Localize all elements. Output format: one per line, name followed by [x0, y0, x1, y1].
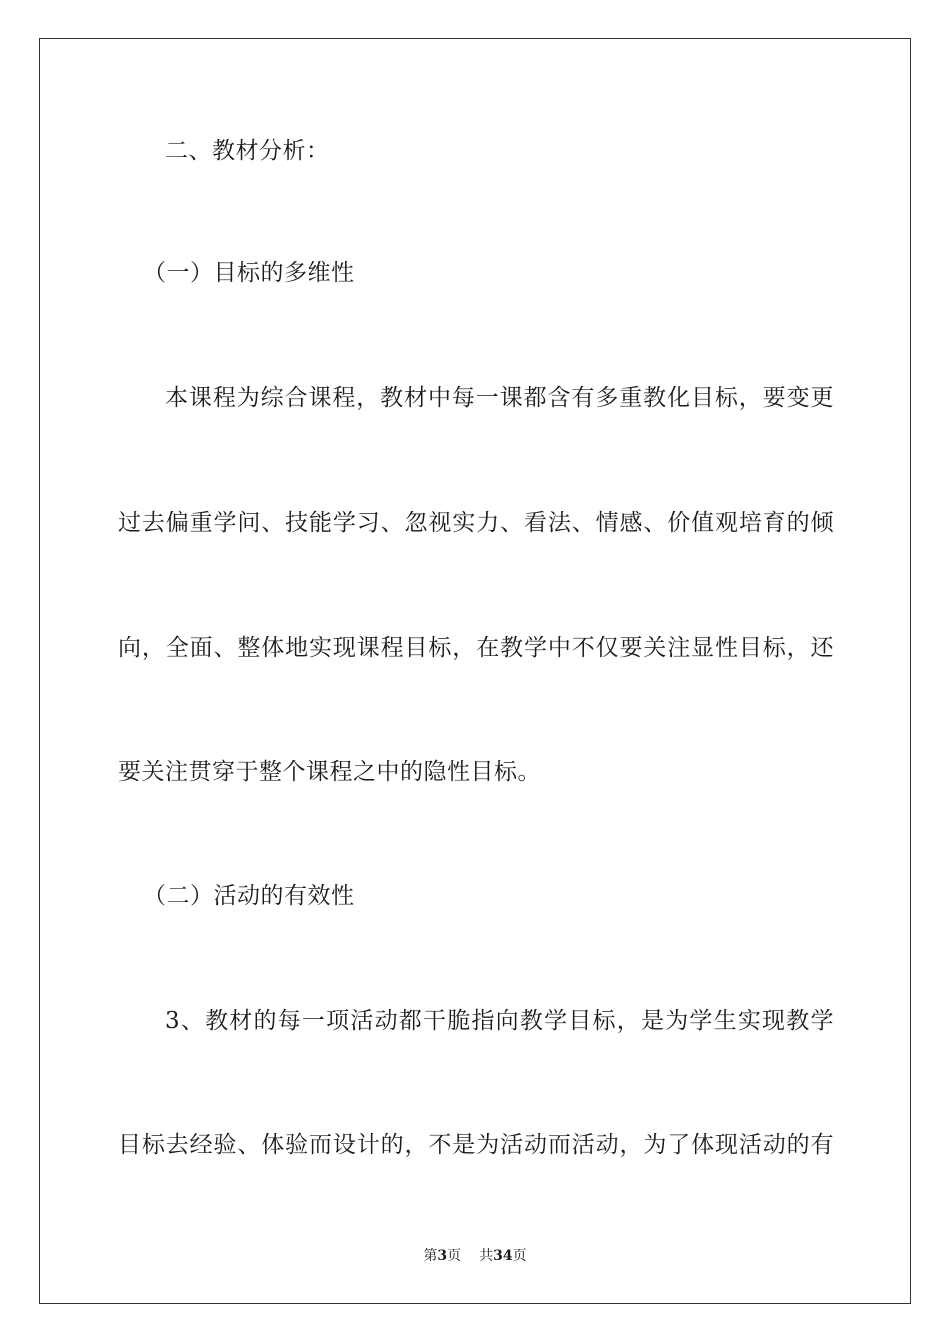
paragraph-line: 要关注贯穿于整个课程之中的隐性目标。	[118, 759, 541, 785]
paragraph-line: 3、教材的每一项活动都干脆指向教学目标，是为学生实现教学	[165, 1008, 834, 1034]
subsection-heading-2: （二）活动的有效性	[143, 883, 355, 909]
page-number: 3	[437, 1248, 448, 1264]
page-footer	[0, 1247, 950, 1265]
paragraph-line: 本课程为综合课程，教材中每一课都含有多重教化目标，要变更	[165, 385, 834, 411]
page-prefix: 第	[423, 1248, 438, 1264]
paragraph-line: 目标去经验、体验而设计的，不是为活动而活动，为了体现活动的有	[118, 1132, 834, 1158]
page-suffix: 页	[447, 1248, 462, 1264]
paragraph-line: 过去偏重学问、技能学习、忽视实力、看法、情感、价值观培育的倾	[118, 510, 834, 536]
total-pages: 34	[493, 1248, 513, 1264]
total-prefix: 共	[479, 1248, 494, 1264]
paragraph-line: 向，全面、整体地实现课程目标，在教学中不仅要关注显性目标，还	[118, 635, 834, 661]
page-border	[39, 38, 911, 1304]
section-heading: 二、教材分析：	[165, 138, 330, 164]
subsection-heading-1: （一）目标的多维性	[143, 260, 355, 286]
total-suffix: 页	[512, 1248, 527, 1264]
